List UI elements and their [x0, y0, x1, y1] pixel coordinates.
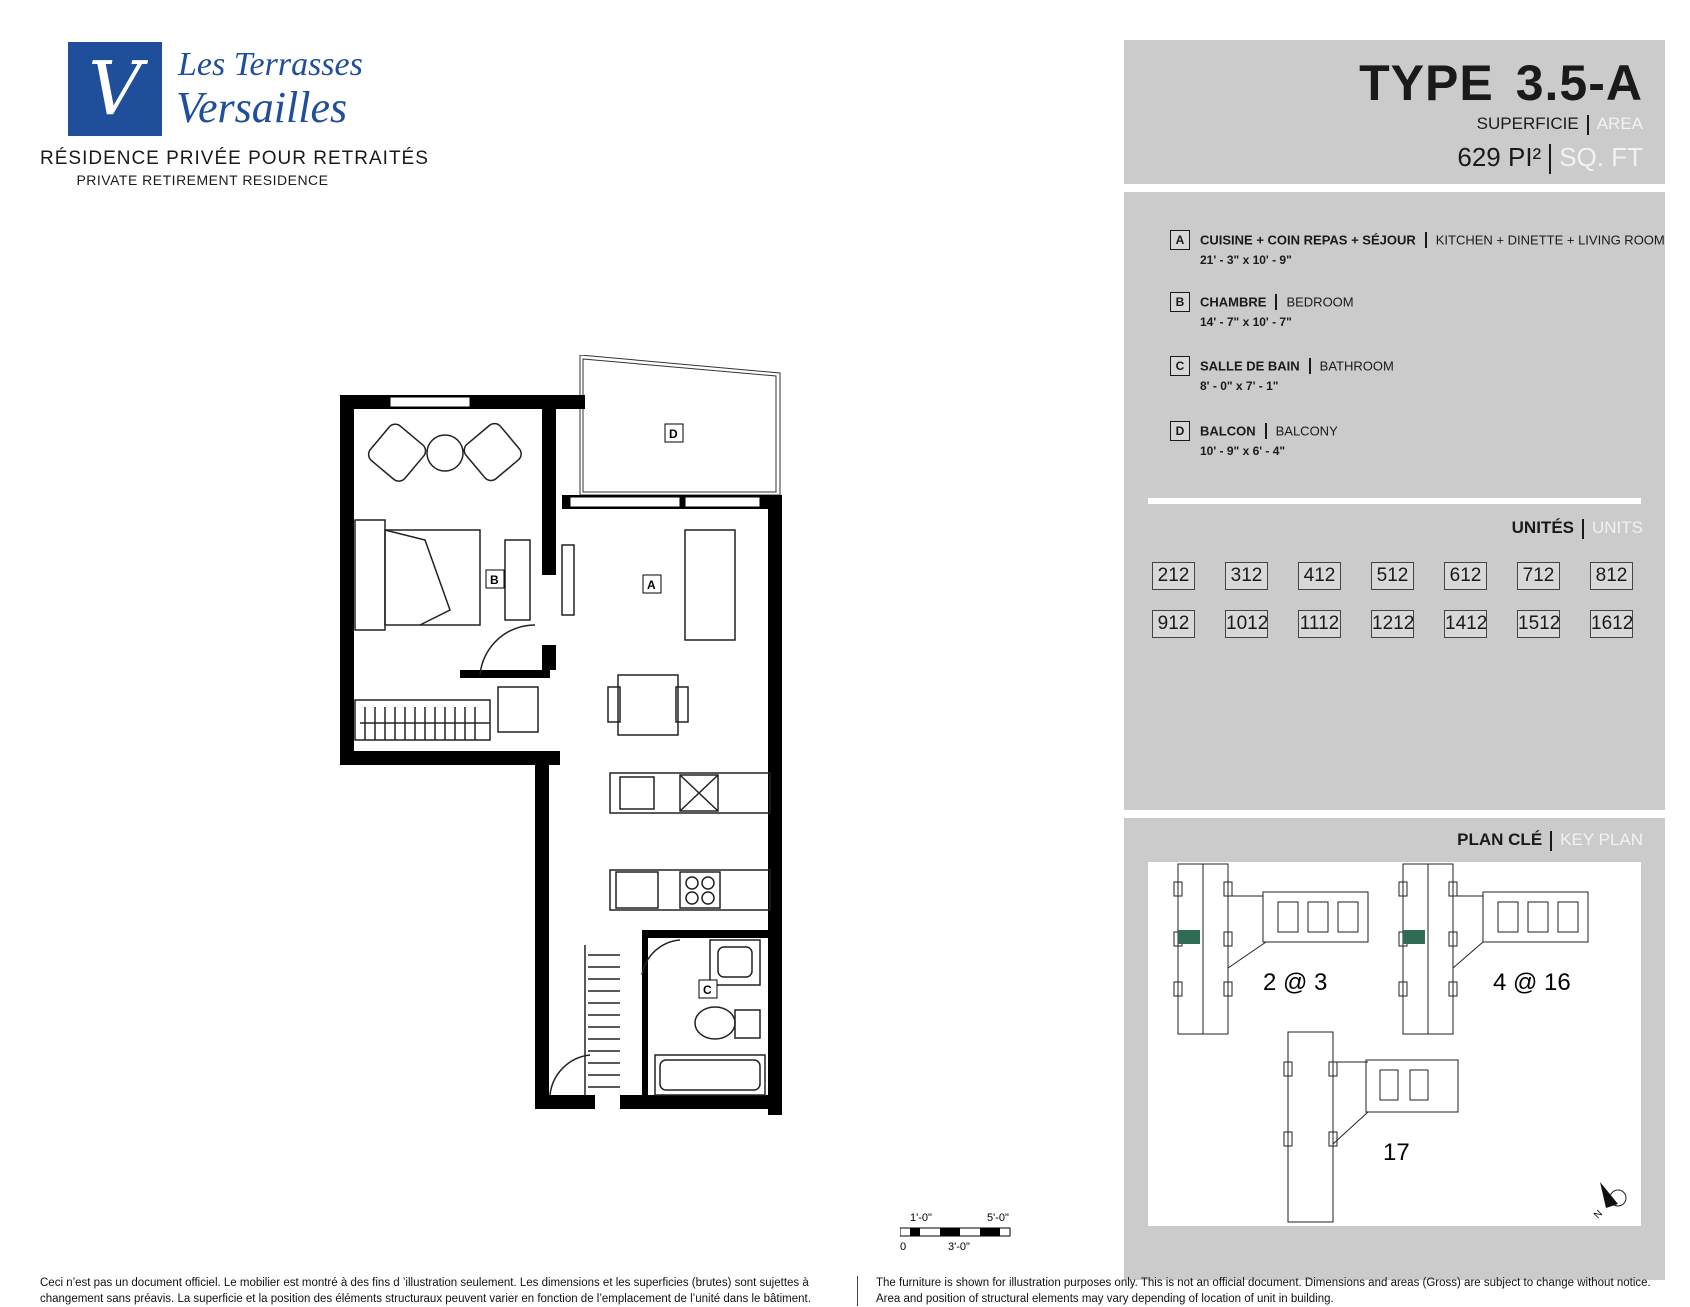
disclaimer-en: The furniture is shown for illustration purposes only. This is not an official document. Dimensions and areas (Gross) are subject to change without notice. Area and position of structural elements may vary depending of location of unit in building. [876, 1277, 1651, 1305]
unit-badge: 712 [1517, 562, 1560, 590]
floor-plan-drawing [330, 355, 800, 1115]
bedroom-furniture [355, 420, 535, 740]
area-label-row [1477, 114, 1643, 135]
unit-badge: 612 [1444, 562, 1487, 590]
room-dimensions: 10' - 9" x 6' - 4" [1200, 444, 1286, 458]
logo-letter: V [88, 46, 142, 132]
units-heading-fr: UNITÉS [1511, 518, 1574, 537]
room-name-en: BATHROOM [1319, 358, 1394, 374]
floor-label: 2 @ 3 [1263, 969, 1328, 996]
room-name-en: BEDROOM [1286, 294, 1354, 310]
units-heading [1512, 518, 1643, 539]
unit-badge: 1112 [1298, 610, 1341, 638]
room-tag-c: C [703, 983, 712, 997]
compass-north-label: N [1592, 1208, 1605, 1222]
tagline-en: PRIVATE RETIREMENT RESIDENCE [76, 172, 329, 188]
unit-badge: 1212 [1371, 610, 1414, 638]
brand-name-line1: Les Terrasses [178, 46, 363, 83]
room-name-fr: CHAMBRE [1200, 294, 1267, 310]
key-plan-drawing [1148, 862, 1641, 1226]
room-name-fr: SALLE DE BAIN [1200, 358, 1300, 374]
unit-badge: 1412 [1444, 610, 1487, 638]
scale-bar-drawing [900, 1210, 1020, 1260]
units-heading-en: UNITS [1592, 518, 1643, 537]
floor-plan [330, 355, 800, 1120]
logo [68, 42, 162, 136]
scale-label-bottom-left: 0 [900, 1241, 907, 1253]
unit-badge: 312 [1225, 562, 1268, 590]
scale-label-bottom-mid: 3'-0" [948, 1241, 970, 1253]
room-name-fr: BALCON [1200, 423, 1256, 439]
units-grid [1152, 562, 1646, 638]
unit-badge: 912 [1152, 610, 1195, 638]
type-panel [1124, 40, 1665, 184]
footer-divider [857, 1276, 858, 1306]
unit-badge: 512 [1371, 562, 1414, 590]
room-tag-a: A [647, 578, 656, 592]
unit-badge: 212 [1152, 562, 1195, 590]
windows [390, 397, 760, 507]
room-entry-c [1170, 356, 1394, 393]
bathroom-fixtures [550, 940, 765, 1095]
building-outline [1399, 864, 1588, 1034]
key-plan-heading-en: KEY PLAN [1560, 830, 1643, 849]
room-name-fr: CUISINE + COIN REPAS + SÉJOUR [1200, 232, 1416, 248]
room-tag-d: D [669, 427, 678, 441]
room-entry-b [1170, 292, 1354, 329]
disclaimer-fr: Ceci n’est pas un document officiel. Le mobilier est montré à des fins d ’illustration seulement. Les dimensions et les superficies (brutes) sont sujettes à changement sans préavis. La superficie et la position des éléments structuraux peuvent varier en fonction de l’emplacement de l’unité dans le bâtiment. [40, 1277, 811, 1305]
area-value-row [1457, 142, 1643, 174]
divider [1148, 498, 1641, 504]
floor-label: 4 @ 16 [1493, 969, 1571, 996]
building-outline [1174, 864, 1368, 1034]
unit-highlight [1403, 930, 1425, 944]
key-plan-heading [1457, 830, 1643, 851]
scale-label-top-left: 1'-0" [910, 1212, 932, 1224]
closet [360, 707, 490, 740]
key-plan-heading-fr: PLAN CLÉ [1457, 830, 1543, 849]
room-name-en: BALCONY [1275, 423, 1338, 439]
room-tags [486, 424, 717, 998]
unit-badge: 1612 [1590, 610, 1633, 638]
room-letter: D [1170, 421, 1190, 441]
room-tag-b: B [490, 573, 499, 587]
scale-bar [900, 1210, 1020, 1265]
rooms-panel [1124, 192, 1665, 810]
scale-label-top-right: 5'-0" [987, 1212, 1009, 1224]
unit-badge: 412 [1298, 562, 1341, 590]
room-dimensions: 14' - 7" x 10' - 7" [1200, 315, 1292, 329]
brand-name-line2: Versailles [176, 83, 348, 132]
tagline-fr: RÉSIDENCE PRIVÉE POUR RETRAITÉS [40, 148, 429, 169]
unit-badge: 812 [1590, 562, 1633, 590]
type-code: 3.5-A [1515, 55, 1643, 111]
unit-badge: 1512 [1517, 610, 1560, 638]
area-label-fr: SUPERFICIE [1476, 114, 1579, 133]
unit-highlight [1178, 930, 1200, 944]
area-label-en: AREA [1596, 114, 1643, 133]
room-letter: C [1170, 356, 1190, 376]
room-name-en: KITCHEN + DINETTE + LIVING ROOM [1435, 232, 1665, 248]
room-dimensions: 21' - 3" x 10' - 9" [1200, 253, 1292, 267]
type-label: TYPE [1359, 55, 1494, 111]
room-entry-a [1170, 230, 1665, 267]
unit-type-title [1359, 54, 1643, 112]
room-dimensions: 8' - 0" x 7' - 1" [1200, 379, 1279, 393]
room-entry-d [1170, 421, 1338, 458]
room-letter: B [1170, 292, 1190, 312]
key-plan-map [1148, 862, 1641, 1226]
area-value: 629 PI² [1457, 142, 1542, 172]
floor-label: 17 [1383, 1139, 1410, 1166]
linen-closet [585, 945, 620, 1095]
area-unit-en: SQ. FT [1559, 142, 1643, 172]
compass-icon [1592, 1182, 1626, 1221]
unit-badge: 1012 [1225, 610, 1268, 638]
key-plan-panel [1124, 818, 1665, 1280]
room-letter: A [1170, 230, 1190, 250]
building-outline [1284, 1032, 1458, 1222]
